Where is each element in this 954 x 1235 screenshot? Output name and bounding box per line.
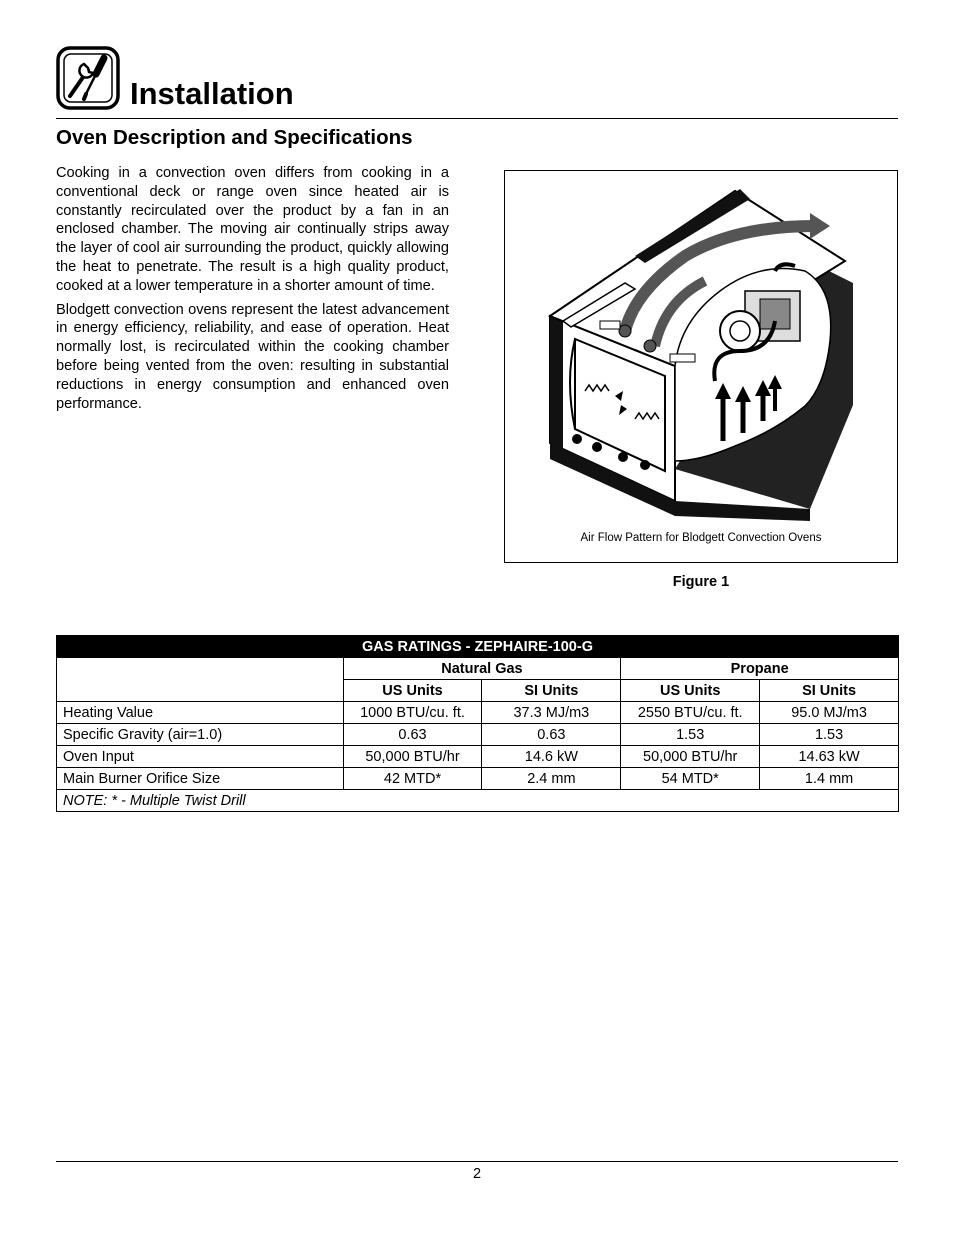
table-empty-header <box>57 658 344 702</box>
cell-value: 1.4 mm <box>760 768 899 790</box>
cell-value: 14.6 kW <box>482 746 621 768</box>
body-paragraph: Cooking in a convection oven differs from cooking in a conventional deck or range oven since heated air is constantly recirculated over the product by a fan in an enclosed chamber. The moving air continually strips away the layer of cool air surrounding the product, quickly allowing the heat to penetrate. The result is a high quality product, cooked at a lower temperature in a shorter amount of time. <box>56 165 449 294</box>
table-note: NOTE: * - Multiple Twist Drill <box>57 790 899 812</box>
table-row <box>57 702 899 724</box>
footer-rule <box>56 1161 898 1162</box>
page-title: Installation <box>130 76 294 111</box>
table-group-header-row <box>57 658 899 680</box>
group-header-propane: Propane <box>621 658 899 680</box>
figure-box <box>504 170 898 563</box>
cell-value: 50,000 BTU/hr <box>343 746 482 768</box>
body-text <box>56 164 449 418</box>
section-title: Oven Description and Specifications <box>56 126 413 149</box>
cell-value: 14.63 kW <box>760 746 899 768</box>
table-title-row <box>57 636 899 658</box>
page-header <box>56 46 898 119</box>
group-header-natural-gas: Natural Gas <box>343 658 621 680</box>
unit-header: SI Units <box>760 680 899 702</box>
unit-header: SI Units <box>482 680 621 702</box>
unit-header: US Units <box>621 680 760 702</box>
tools-icon <box>56 46 120 110</box>
table-note-row <box>57 790 899 812</box>
cell-value: 37.3 MJ/m3 <box>482 702 621 724</box>
row-label: Specific Gravity (air=1.0) <box>57 724 344 746</box>
cell-value: 42 MTD* <box>343 768 482 790</box>
cell-value: 0.63 <box>482 724 621 746</box>
table-row <box>57 746 899 768</box>
cell-value: 95.0 MJ/m3 <box>760 702 899 724</box>
unit-header: US Units <box>343 680 482 702</box>
cell-value: 0.63 <box>343 724 482 746</box>
cell-value: 1.53 <box>760 724 899 746</box>
cell-value: 2550 BTU/cu. ft. <box>621 702 760 724</box>
cell-value: 54 MTD* <box>621 768 760 790</box>
row-label: Oven Input <box>57 746 344 768</box>
cell-value: 1.53 <box>621 724 760 746</box>
cell-value: 1000 BTU/cu. ft. <box>343 702 482 724</box>
page-number: 2 <box>472 1166 482 1182</box>
table-title: GAS RATINGS - ZEPHAIRE-100-G <box>57 636 899 658</box>
oven-airflow-illustration <box>505 171 897 562</box>
body-paragraph: Blodgett convection ovens represent the latest advancement in energy efficiency, reliability, and ease of operation. Heat normally lost, is recirculated within the cooking chamber before being vented from the oven: resulting in substantial reductions in energy consumption and enhanced oven performance. <box>56 301 449 412</box>
figure-caption: Air Flow Pattern for Blodgett Convection Ovens <box>580 532 822 544</box>
gas-ratings-table <box>56 635 899 812</box>
row-label: Main Burner Orifice Size <box>57 768 344 790</box>
row-label: Heating Value <box>57 702 344 724</box>
cell-value: 50,000 BTU/hr <box>621 746 760 768</box>
cell-value: 2.4 mm <box>482 768 621 790</box>
table-row <box>57 724 899 746</box>
figure-label: Figure 1 <box>672 574 730 590</box>
table-row <box>57 768 899 790</box>
